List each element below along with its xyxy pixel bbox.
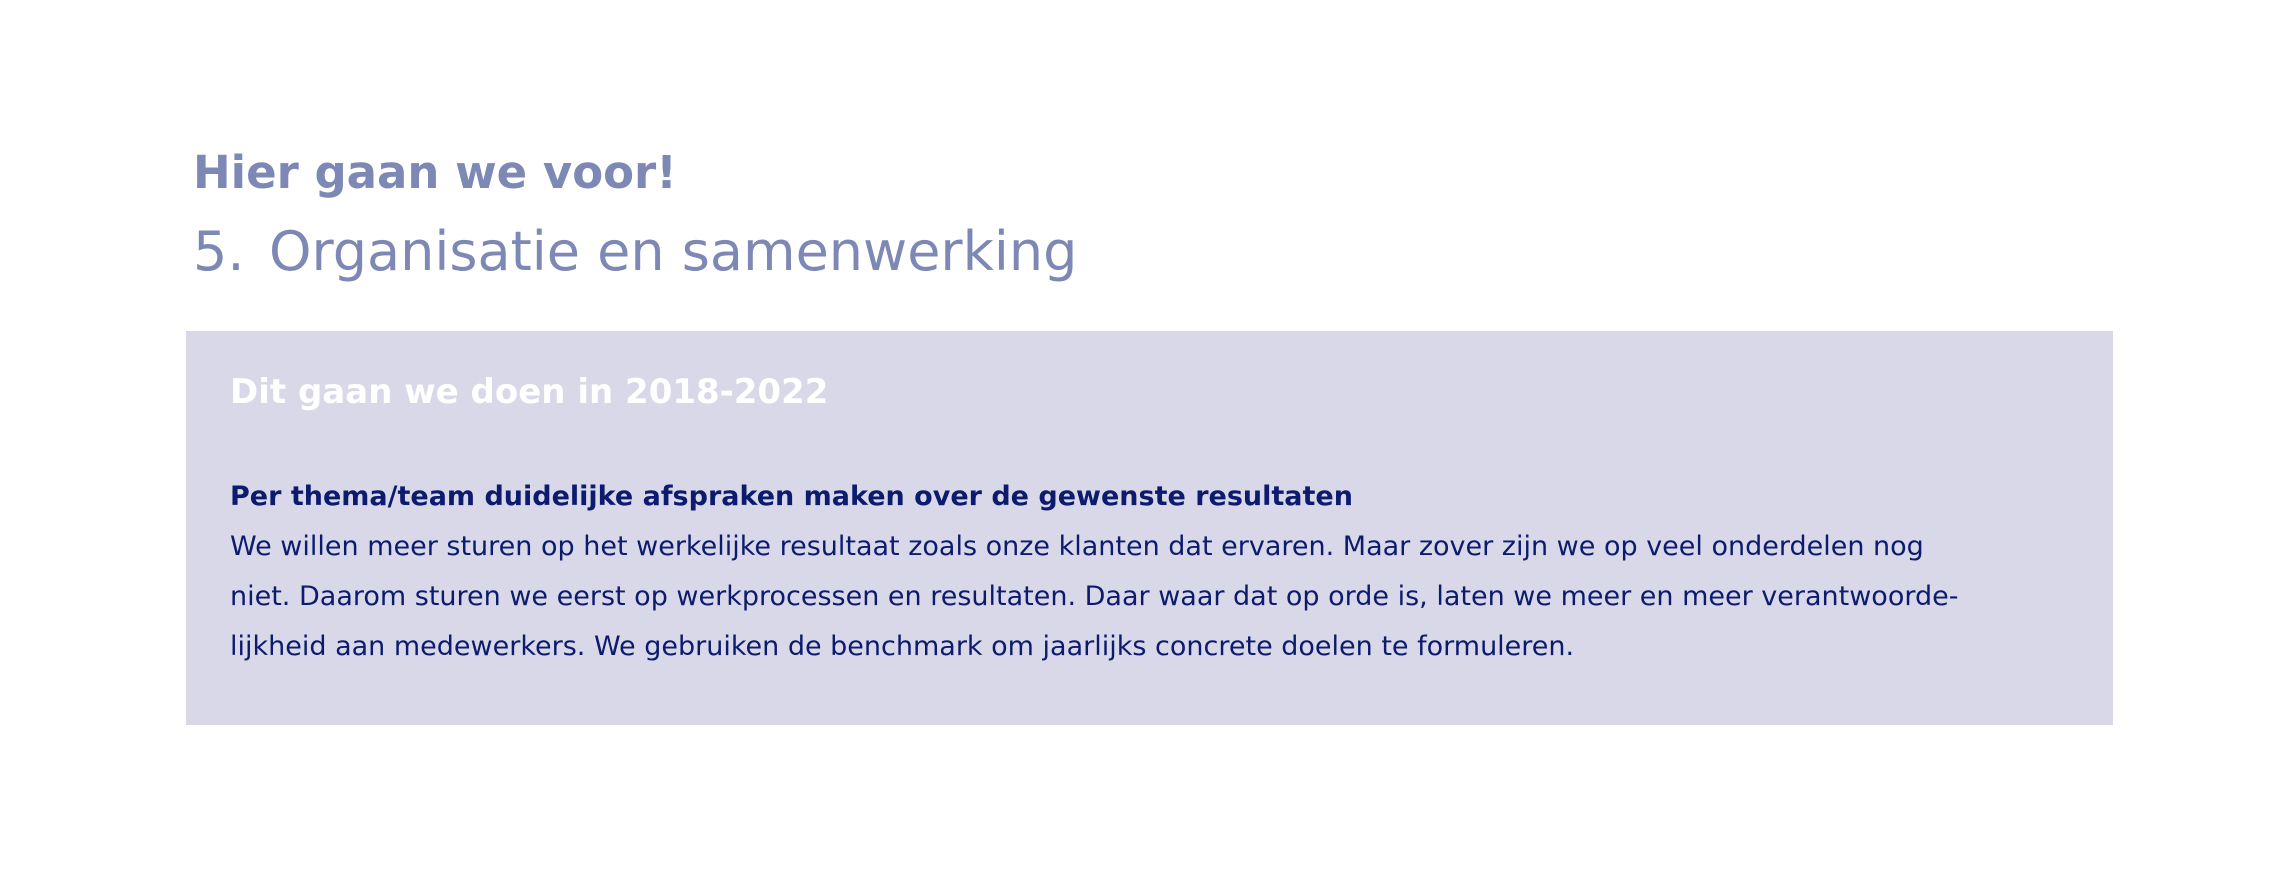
plan-panel <box>186 331 2113 725</box>
section-heading <box>193 216 1077 288</box>
body-line: lijkheid aan medewerkers. We gebruiken de benchmark om jaarlijks concrete doelen te formuleren. <box>230 631 1575 662</box>
panel-title: Dit gaan we doen in 2018-2022 <box>230 372 829 412</box>
section-number: 5. <box>193 220 245 283</box>
section-title: Organisatie en samenwerking <box>269 220 1078 283</box>
panel-subheading: Per thema/team duidelijke afspraken maken over de gewenste resultaten <box>230 481 1353 512</box>
body-line: niet. Daarom sturen we eerst op werkprocessen en resultaten. Daar waar dat op orde is, laten we meer en meer verantwoorde- <box>230 581 1959 612</box>
page-kicker: Hier gaan we voor! <box>193 146 677 199</box>
body-line: We willen meer sturen op het werkelijke resultaat zoals onze klanten dat ervaren. Maar zover zijn we op veel onderdelen nog <box>230 531 1924 562</box>
